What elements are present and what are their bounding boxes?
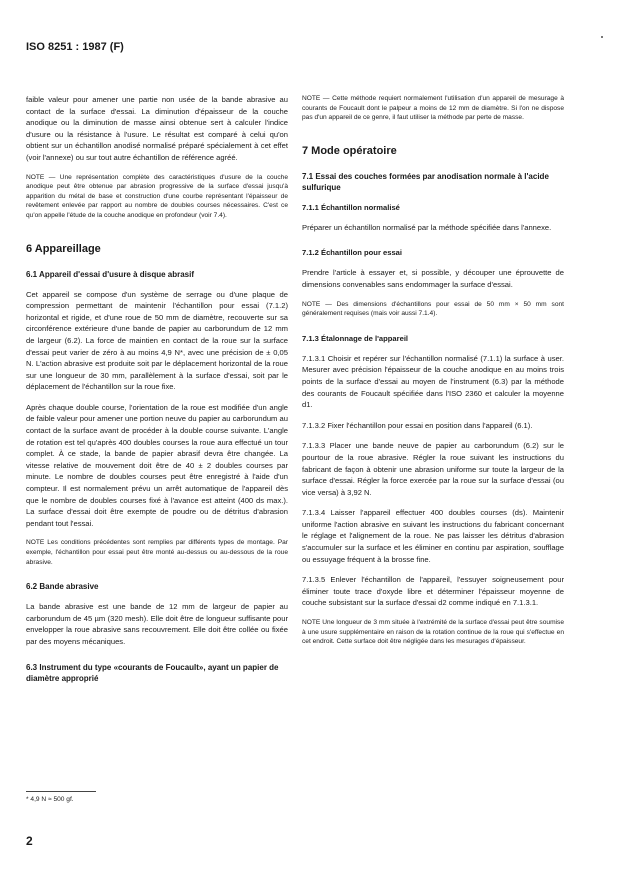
- section-6-3-title: 6.3 Instrument du type «courants de Foucault», ayant un papier de diamètre approprié: [26, 662, 279, 683]
- section-7-1-3-title: 7.1.3 Étalonnage de l'appareil: [302, 333, 409, 343]
- section-7-1-3-4: 7.1.3.4 Laisser l'appareil effectuer 400 doubles courses (ds). Maintenir uniforme l'action abrasive en suivant les instructions du fabricant concernant le réglage et l'alignement de la roue. Ne pas laisser les détritus d'abrasion s'accumuler sur la surface et les éliminer en continu par aspiration, soufflage ou essuyage fréquent à la brosse fine.: [302, 508, 564, 564]
- section-7-1-3-5-note: NOTE Une longueur de 3 mm située à l'extrémité de la surface d'essai peut être soumise à une usure supplémentaire en raison de la rotation continue de la roue qui s'effectue en cet endroit. Cette surface doit être négligée dans les mesurages d'épaisseur.: [302, 619, 564, 646]
- section-7-1-3-1: 7.1.3.1 Choisir et repérer sur l'échantillon normalisé (7.1.1) la surface à user. Mesurer avec précision l'épaisseur de la couche anodique en au moins trois points de la surface d'essai au moyen de l'instrument (6.3) par la méthode des courants de Foucault spécifiée dans l'ISO 2360 et calculer la moyenne d1.: [302, 353, 564, 410]
- section-7-1-2-note: NOTE — Des dimensions d'échantillons pour essai de 50 mm × 50 mm sont généralement requises (mais voir aussi 7.1.4).: [302, 300, 564, 318]
- section-7-1-3-5: 7.1.3.5 Enlever l'échantillon de l'appareil, l'essuyer soigneusement pour éliminer toute trace d'oxyde libre et déterminer l'épaisseur moyenne de couche subsistant sur la surface d'essai d2 comme indiqué en 7.1.3.1.: [302, 575, 564, 608]
- section-6-1-paragraph-1: Cet appareil se compose d'un système de serrage ou d'une plaque de compression permettant de maintenir l'échantillon pour essai (7.1.2) horizontal et rigide, et d'une roue de 50 mm de diamètre, recouverte sur sa circonférence extérieure d'une bande de papier au carborundum de 12 mm de largeur (6.2). La force de maintien en contact de la roue sur la surface d'essai peut varier de zéro à au moins 4,9 N*, avec une précision de ± 0,05 N. L'action abrasive est produite soit par le déplacement horizontal de la roue sur une longueur de 30 mm, parallèlement à la surface d'essai, soit par le déplacement de l'échantillon sur la roue fixe.: [26, 289, 288, 392]
- section-7-title: 7 Mode opératoire: [302, 144, 397, 157]
- section-7-1-3-3: 7.1.3.3 Placer une bande neuve de papier au carborundum (6.2) sur le pourtour de la roue abrasive. Régler la roue suivant les instructions du fabricant de façon à obtenir une abrasion uniforme sur toute la largeur de la surface d'essai. Régler la force exercée par la roue sur la surface d'essai (ou vice versa) à 3,92 N.: [302, 441, 564, 497]
- page-number: 2: [26, 834, 33, 848]
- section-7-1-1-title: 7.1.1 Échantillon normalisé: [302, 202, 400, 212]
- section-7-1-3-2: 7.1.3.2 Fixer l'échantillon pour essai en position dans l'appareil (6.1).: [302, 420, 533, 430]
- note-top: NOTE — Cette méthode requiert normalement l'utilisation d'un appareil de mesurage à courants de Foucault dont le palpeur a moins de 12 mm de diamètre. Si l'on ne dispose pas d'un appareil de ce genre, il faut utiliser la méthode par perte de masse.: [302, 95, 564, 122]
- note-1: NOTE — Une représentation complète des caractéristiques d'usure de la couche anodique peut être obtenue par abrasion progressive de la surface d'essai jusqu'à apparition du métal de base et construction d'une courbe représentant l'épaisseur de revêtement enlevée par rapport au nombre de doubles courses nécessaires. C'est ce qu'on appelle l'étude de la couche anodique en profondeur (voir 7.4).: [26, 173, 288, 219]
- section-6-2-paragraph: La bande abrasive est une bande de 12 mm de largeur de papier au carborundum de 45 µm (320 mesh). Elle doit être de longueur suffisante pour envelopper la roue abrasive sans recouvrement. Elle doit être collée ou fixée par des moyens mécaniques.: [26, 602, 288, 646]
- footnote: * 4,9 N ≈ 500 gf.: [26, 796, 74, 803]
- page-header: ISO 8251 : 1987 (F): [26, 41, 124, 53]
- intro-paragraph: faible valeur pour amener une partie non usée de la bande abrasive au contact de la surface d'essai. La diminution d'épaisseur de la couche anodique ou la diminution de masse ainsi obtenue sert à calculer l'indice d'usure ou la résistance à l'usure. Le résultat est comparé à celui qu'on obtient sur un échantillon anodisé normalisé préparé spécialement à cet effet (voir l'annexe) ou sur tout autre échantillon de référence agréé.: [26, 95, 288, 162]
- right-column: [302, 94, 564, 647]
- section-7-1-1-paragraph: Préparer un échantillon normalisé par la méthode spécifiée dans l'annexe.: [302, 222, 552, 232]
- scan-mark: [601, 36, 603, 38]
- left-column: [26, 94, 288, 684]
- note-2: NOTE Les conditions précédentes sont remplies par différents types de montage. Par exemple, l'échantillon pour essai peut être monté au-dessus ou au-dessous de la roue abrasive.: [26, 539, 288, 566]
- section-6-1-paragraph-2: Après chaque double course, l'orientation de la roue est modifiée d'un angle de faible valeur pour amener une portion neuve du papier au carborundum au contact de la surface avant de procéder à la double course suivante. L'angle de rotation est tel qu'après 400 doubles courses la roue aura effectué un tour complet. À ce stade, la bande de papier abrasif devra être changée. La vitesse relative de mouvement doit être de 40 ± 2 doubles courses par minute. Le nombre de doubles courses peut être enregistré à l'aide d'un compteur. Il est normalement prévu un arrêt automatique de l'appareil dès que le nombre de doubles courses fixé à l'avance est atteint (400 ds max.). La surface d'essai doit être exempte de poudre ou de détritus d'abrasion pendant tout l'essai.: [26, 402, 288, 528]
- footnote-rule: [26, 791, 96, 792]
- section-7-1-2-title: 7.1.2 Échantillon pour essai: [302, 248, 403, 258]
- section-6-title: 6 Appareillage: [26, 242, 101, 255]
- section-6-1-title: 6.1 Appareil d'essai d'usure à disque abrasif: [26, 269, 195, 279]
- section-6-2-title: 6.2 Bande abrasive: [26, 582, 99, 592]
- section-7-1-title: 7.1 Essai des couches formées par anodisation normale à l'acide sulfurique: [302, 171, 549, 192]
- section-7-1-2-paragraph: Prendre l'article à essayer et, si possible, y découper une éprouvette de dimensions convenables sans endommager la surface d'essai.: [302, 268, 564, 289]
